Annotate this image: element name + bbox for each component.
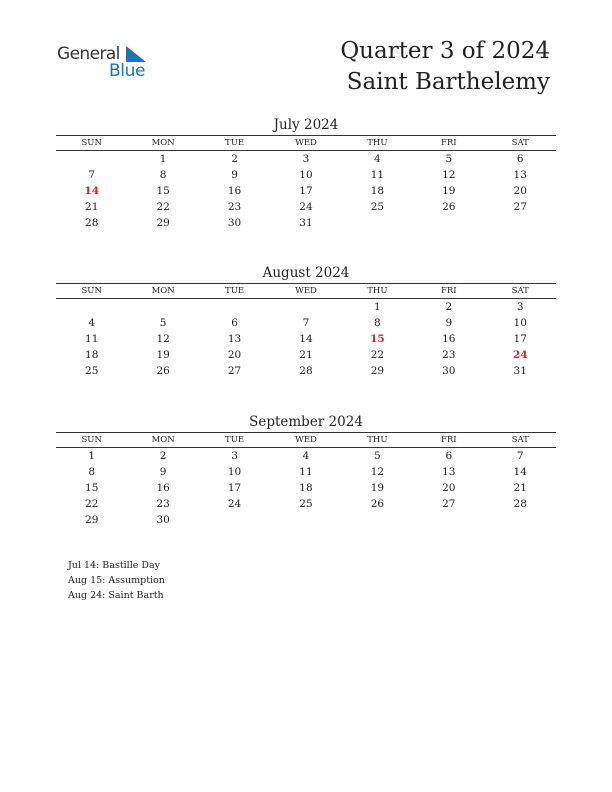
- day-cell: 30: [442, 365, 456, 377]
- holiday-day-cell: 15: [370, 333, 385, 345]
- day-cell: 21: [513, 482, 527, 494]
- logo-triangle-icon: [123, 46, 146, 62]
- day-cell: 24: [299, 201, 313, 213]
- day-cell: 3: [516, 301, 524, 313]
- day-cell: 5: [159, 317, 167, 329]
- day-cell: 21: [85, 201, 99, 213]
- day-cell: 2: [445, 301, 453, 313]
- day-cell: 20: [513, 185, 527, 197]
- week-row: [56, 315, 556, 331]
- day-cell: 4: [374, 153, 381, 165]
- day-cell: 26: [156, 365, 170, 377]
- day-cell: 10: [513, 317, 527, 329]
- week-row: [56, 480, 556, 496]
- day-cell: 1: [159, 153, 167, 165]
- weekday-label: MON: [151, 286, 175, 296]
- day-cell: 29: [156, 217, 170, 229]
- weekday-header: [56, 135, 556, 151]
- country-title: Saint Barthelemy: [346, 69, 550, 95]
- empty-day-cell: [413, 512, 484, 528]
- day-cell: 25: [299, 498, 313, 510]
- day-cell: 23: [442, 349, 456, 361]
- day-cell: 13: [227, 333, 242, 345]
- logo-word-blue: Blue: [109, 61, 146, 81]
- week-row: [56, 496, 556, 512]
- day-cell: 9: [231, 169, 238, 181]
- weekday-header: [56, 283, 556, 299]
- weekday-label: TUE: [225, 286, 245, 296]
- day-cell: 17: [513, 333, 527, 345]
- week-row: [56, 183, 556, 199]
- quarter-title: Quarter 3 of 2024: [340, 38, 550, 64]
- day-cell: 12: [442, 169, 456, 181]
- week-row: [56, 464, 556, 480]
- weekday-label: SAT: [511, 138, 529, 148]
- day-cell: 25: [370, 201, 385, 213]
- weekday-label: SAT: [511, 435, 529, 445]
- day-cell: 24: [227, 498, 242, 510]
- day-cell: 17: [227, 482, 242, 494]
- day-cell: 3: [231, 450, 238, 462]
- day-cell: 18: [299, 482, 313, 494]
- week-row: [56, 299, 556, 315]
- day-cell: 27: [442, 498, 456, 510]
- day-cell: 9: [159, 466, 167, 478]
- month-title: September 2024: [249, 414, 363, 430]
- day-cell: 31: [299, 217, 313, 229]
- day-cell: 13: [442, 466, 456, 478]
- day-cell: 13: [513, 169, 527, 181]
- holiday-note: Aug 15: Assumption: [68, 575, 165, 586]
- empty-day-cell: [56, 151, 127, 167]
- day-cell: 4: [88, 317, 96, 329]
- day-cell: 19: [156, 349, 170, 361]
- month-weeks: [56, 448, 556, 528]
- day-cell: 28: [85, 217, 99, 229]
- weekday-label: THU: [367, 138, 388, 148]
- day-cell: 11: [85, 333, 99, 345]
- day-cell: 8: [88, 466, 96, 478]
- day-cell: 25: [85, 365, 99, 377]
- holiday-note: Aug 24: Saint Barth: [68, 590, 164, 601]
- month-weeks: [56, 299, 556, 379]
- weekday-label: TUE: [225, 138, 245, 148]
- day-cell: 12: [370, 466, 385, 478]
- day-cell: 29: [85, 514, 99, 526]
- day-cell: 23: [156, 498, 170, 510]
- day-cell: 22: [156, 201, 170, 213]
- empty-day-cell: [485, 215, 556, 231]
- weekday-label: TUE: [225, 435, 245, 445]
- day-cell: 14: [299, 333, 313, 345]
- day-cell: 27: [513, 201, 527, 213]
- day-cell: 7: [88, 169, 96, 181]
- weekday-label: FRI: [440, 435, 457, 445]
- empty-day-cell: [127, 299, 198, 315]
- day-cell: 11: [299, 466, 313, 478]
- day-cell: 7: [302, 317, 310, 329]
- empty-day-cell: [342, 215, 413, 231]
- day-cell: 23: [227, 201, 242, 213]
- day-cell: 30: [156, 514, 170, 526]
- day-cell: 1: [374, 301, 381, 313]
- weekday-header: [56, 432, 556, 448]
- logo-word-general: General: [57, 44, 120, 64]
- week-row: [56, 167, 556, 183]
- empty-day-cell: [56, 299, 127, 315]
- day-cell: 2: [159, 450, 167, 462]
- generalblue-logo: [57, 44, 157, 80]
- day-cell: 22: [370, 349, 385, 361]
- holiday-note: Jul 14: Bastille Day: [68, 560, 161, 571]
- day-cell: 15: [156, 185, 170, 197]
- week-row: [56, 215, 556, 231]
- month-weeks: [56, 151, 556, 231]
- document-title: [340, 36, 550, 98]
- day-cell: 18: [85, 349, 99, 361]
- day-cell: 3: [302, 153, 310, 165]
- day-cell: 17: [299, 185, 313, 197]
- week-row: [56, 151, 556, 167]
- holiday-day-cell: 14: [84, 185, 100, 197]
- day-cell: 14: [513, 466, 527, 478]
- week-row: [56, 363, 556, 379]
- day-cell: 16: [227, 185, 242, 197]
- week-row: [56, 448, 556, 464]
- month-calendar: [56, 414, 556, 528]
- weekday-label: SUN: [81, 435, 102, 445]
- day-cell: 8: [374, 317, 381, 329]
- day-cell: 6: [516, 153, 524, 165]
- day-cell: 19: [442, 185, 456, 197]
- day-cell: 11: [370, 169, 385, 181]
- empty-day-cell: [270, 512, 341, 528]
- day-cell: 6: [445, 450, 453, 462]
- month-calendar: [56, 117, 556, 231]
- weekday-label: WED: [295, 435, 317, 445]
- day-cell: 9: [445, 317, 453, 329]
- day-cell: 12: [156, 333, 170, 345]
- weekday-label: SUN: [81, 138, 102, 148]
- day-cell: 5: [374, 450, 381, 462]
- month-calendar: [56, 265, 556, 379]
- day-cell: 26: [370, 498, 385, 510]
- empty-day-cell: [413, 215, 484, 231]
- day-cell: 1: [88, 450, 96, 462]
- day-cell: 29: [370, 365, 385, 377]
- day-cell: 10: [299, 169, 313, 181]
- day-cell: 6: [231, 317, 238, 329]
- week-row: [56, 331, 556, 347]
- weekday-label: MON: [151, 435, 175, 445]
- day-cell: 5: [445, 153, 453, 165]
- weekday-label: SAT: [511, 286, 529, 296]
- week-row: [56, 199, 556, 215]
- day-cell: 27: [227, 365, 242, 377]
- empty-day-cell: [199, 299, 270, 315]
- day-cell: 30: [227, 217, 242, 229]
- day-cell: 16: [156, 482, 170, 494]
- weekday-label: FRI: [440, 286, 457, 296]
- day-cell: 21: [299, 349, 313, 361]
- day-cell: 2: [231, 153, 238, 165]
- day-cell: 8: [159, 169, 167, 181]
- day-cell: 10: [227, 466, 242, 478]
- day-cell: 26: [442, 201, 456, 213]
- day-cell: 20: [227, 349, 242, 361]
- week-row: [56, 347, 556, 363]
- empty-day-cell: [342, 512, 413, 528]
- empty-day-cell: [199, 512, 270, 528]
- empty-day-cell: [270, 299, 341, 315]
- week-row: [56, 512, 556, 528]
- weekday-label: WED: [295, 138, 317, 148]
- day-cell: 4: [302, 450, 310, 462]
- day-cell: 22: [85, 498, 99, 510]
- month-title: August 2024: [262, 265, 350, 281]
- weekday-label: MON: [151, 138, 175, 148]
- month-title: July 2024: [273, 117, 339, 133]
- weekday-label: THU: [367, 435, 388, 445]
- day-cell: 31: [513, 365, 527, 377]
- day-cell: 28: [299, 365, 313, 377]
- day-cell: 16: [442, 333, 456, 345]
- weekday-label: THU: [367, 286, 388, 296]
- day-cell: 7: [516, 450, 524, 462]
- day-cell: 28: [513, 498, 527, 510]
- weekday-label: WED: [295, 286, 317, 296]
- day-cell: 18: [370, 185, 385, 197]
- holiday-notes: [68, 558, 165, 603]
- holiday-day-cell: 24: [512, 349, 528, 361]
- day-cell: 19: [370, 482, 385, 494]
- weekday-label: SUN: [81, 286, 102, 296]
- empty-day-cell: [485, 512, 556, 528]
- day-cell: 20: [442, 482, 456, 494]
- weekday-label: FRI: [440, 138, 457, 148]
- day-cell: 15: [85, 482, 99, 494]
